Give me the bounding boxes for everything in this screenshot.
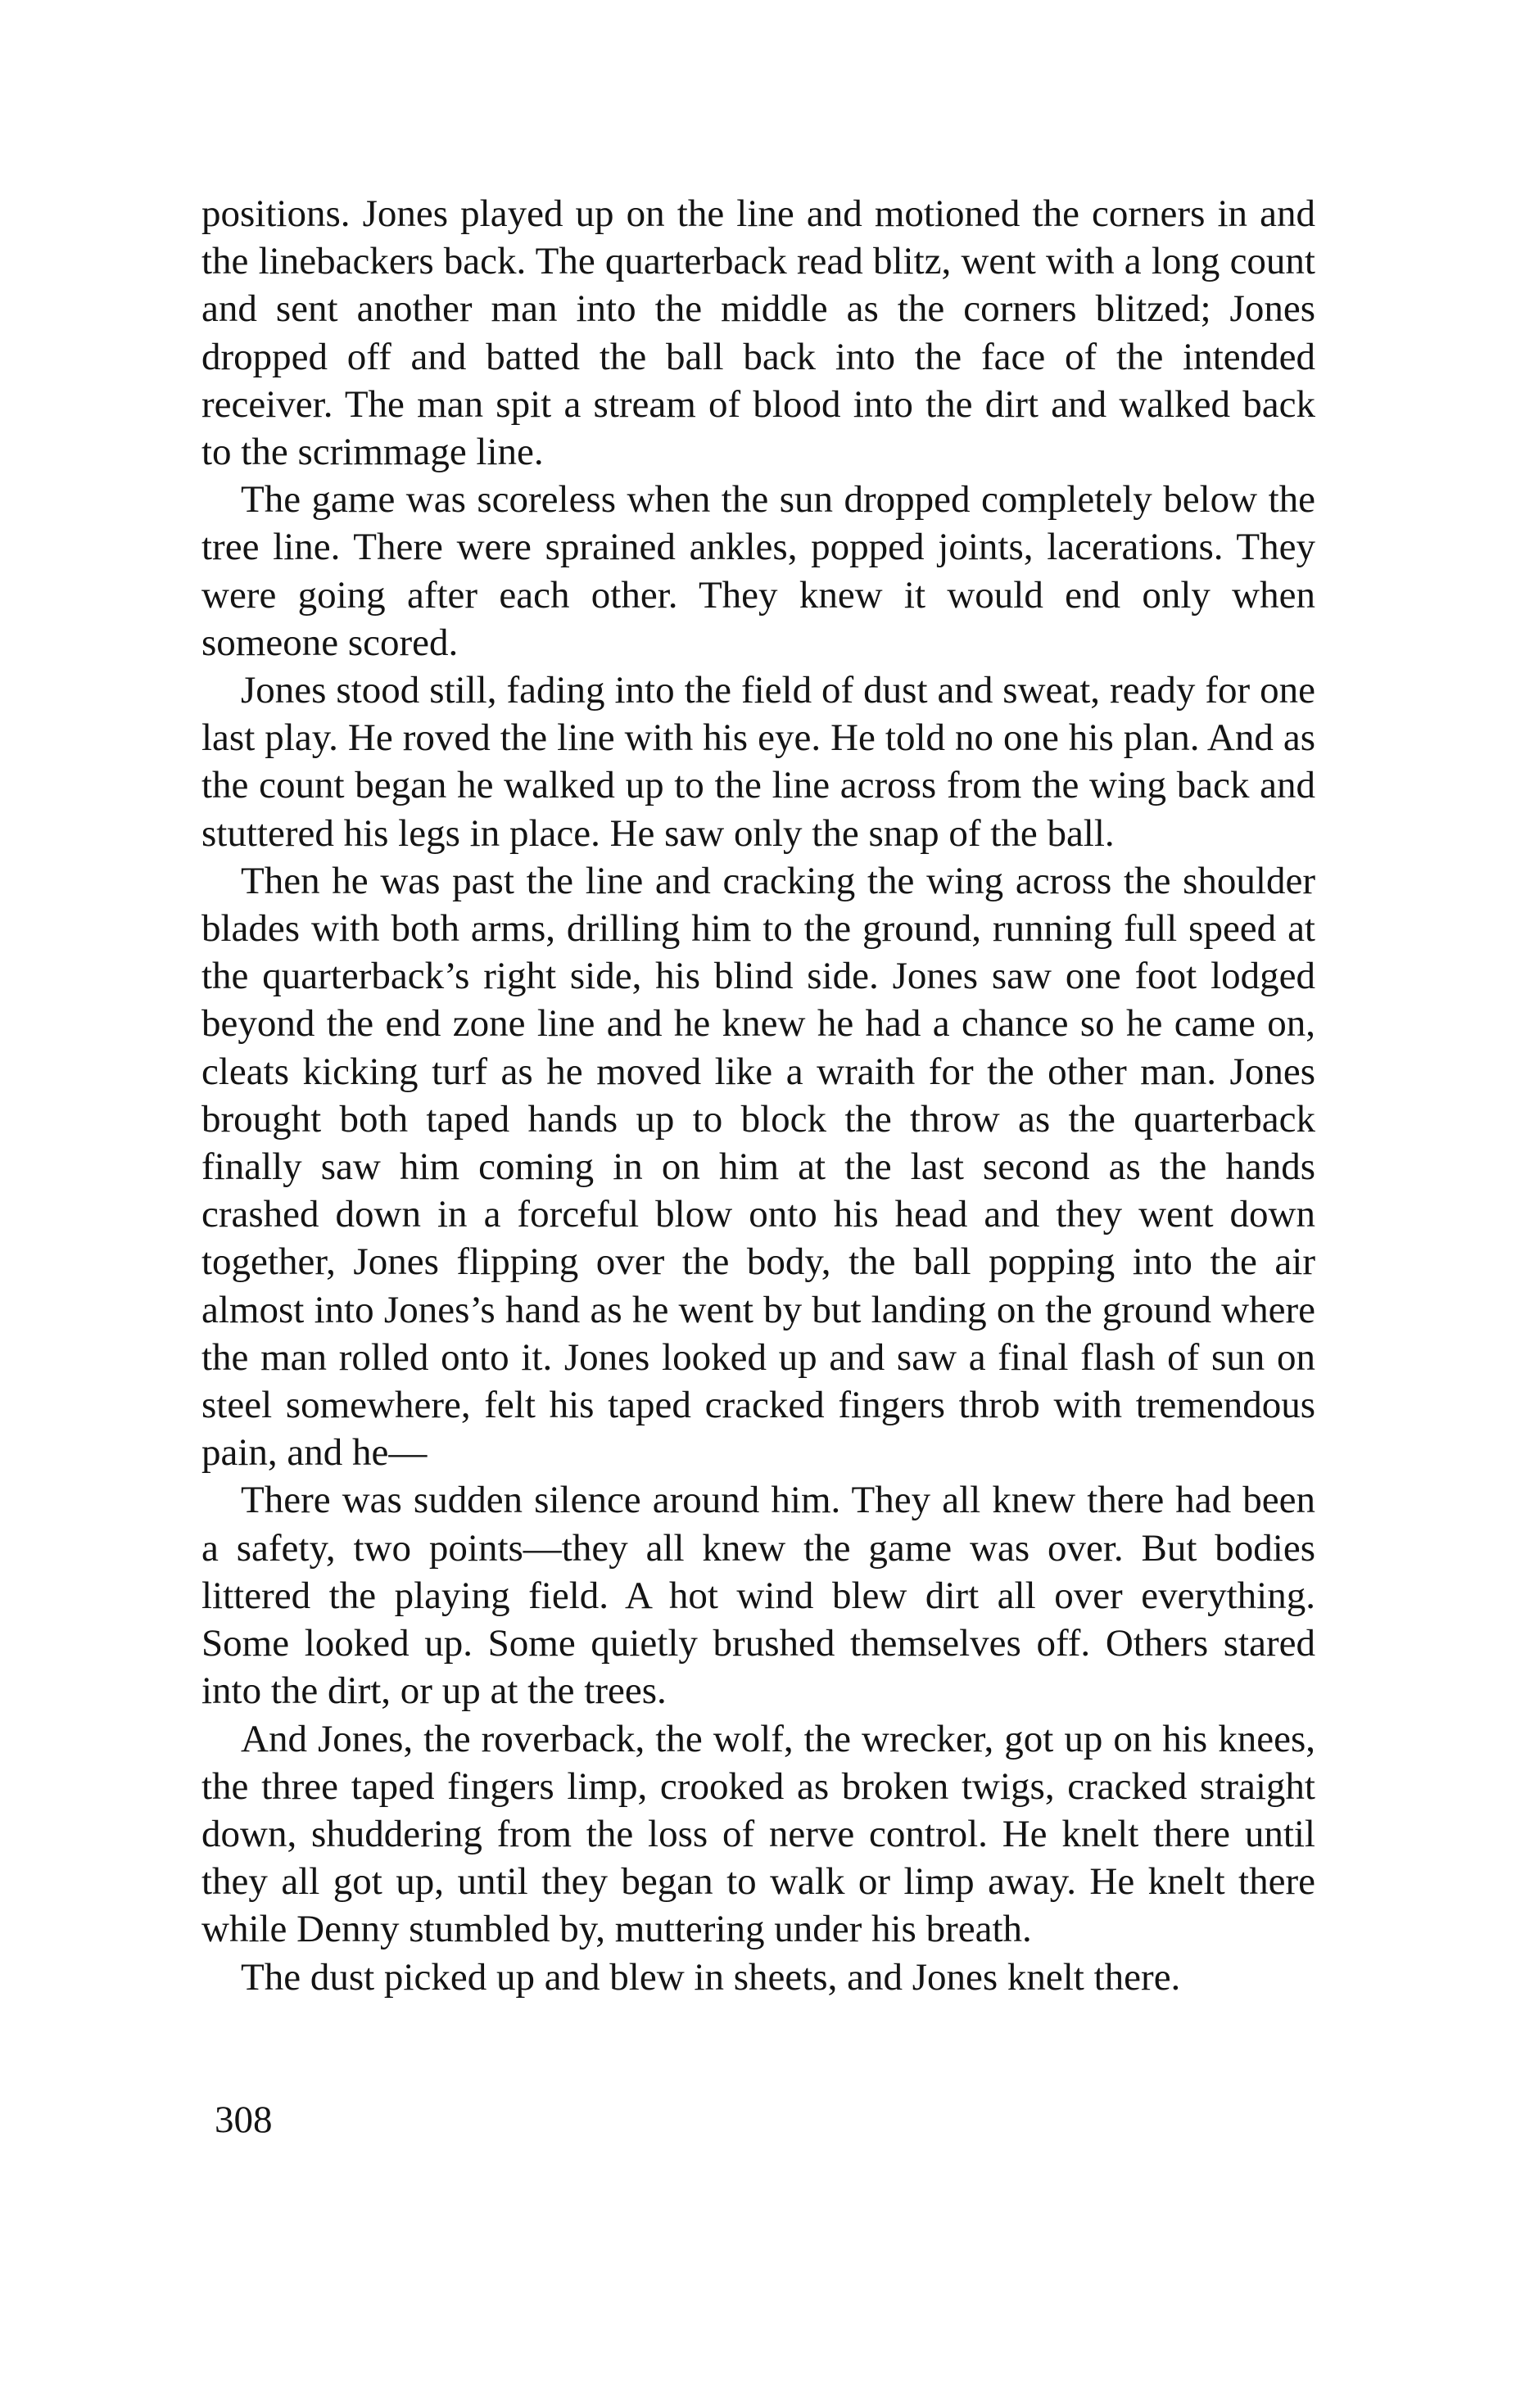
body-text: [201, 190, 1315, 2001]
paragraph-1: positions. Jones played up on the line and motioned the corners in and the linebackers back. The quarterback read blitz, went with a long count and sent another man into the middle as the corners blitzed; Jones dropped off and batted the ball back into the face of the intended receiver. The man spit a stream of blood into the dirt and walked back to the scrimmage line.: [201, 192, 1315, 474]
paragraph-4: Then he was past the line and cracking the wing across the shoulder blades with both arms, drilling him to the ground, running full speed at the quarterback’s right side, his blind side. Jones saw one foot lodged beyond the end zone line and he knew he had a chance so he came on, cleats kicking turf as he moved like a wraith for the other man. Jones brought both taped hands up to block the throw as the quarterback finally saw him coming in on him at the last second as the hands crashed down in a forceful blow onto his head and they went down together, Jones flipping over the body, the ball popping into the air almost into Jones’s hand as he went by but landing on the ground where the man rolled onto it. Jones looked up and saw a final flash of sun on steel somewhere, felt his taped cracked fingers throb with tremendous pain, and he—: [201, 859, 1315, 1475]
paragraph-6: And Jones, the roverback, the wolf, the wrecker, got up on his knees, the three taped fingers limp, crooked as broken twigs, cracked straight down, shuddering from the loss of nerve control. He knelt there until they all got up, until they began to walk or limp away. He knelt there while Denny stumbled by, muttering under his breath.: [201, 1717, 1315, 1951]
page-number: 308: [215, 2099, 273, 2141]
paragraph-7: The dust picked up and blew in sheets, and Jones knelt there.: [241, 1955, 1181, 1999]
paragraph-3: Jones stood still, fading into the field of dust and sweat, ready for one last play. He roved the line with his eye. He told no one his plan. And as the count began he walked up to the line across from the wing back and stuttered his legs in place. He saw only the snap of the ball.: [201, 669, 1315, 855]
paragraph-2: The game was scoreless when the sun dropped completely below the tree line. There were sprained ankles, popped joints, lacerations. They were going after each other. They knew it would end only when someone scored.: [201, 478, 1315, 664]
paragraph-5: There was sudden silence around him. They all knew there had been a safety, two points—they all knew the game was over. But bodies littered the playing field. A hot wind blew dirt all over everything. Some looked up. Some quietly brushed themselves off. Others stared into the dirt, or up at the trees.: [201, 1479, 1315, 1713]
